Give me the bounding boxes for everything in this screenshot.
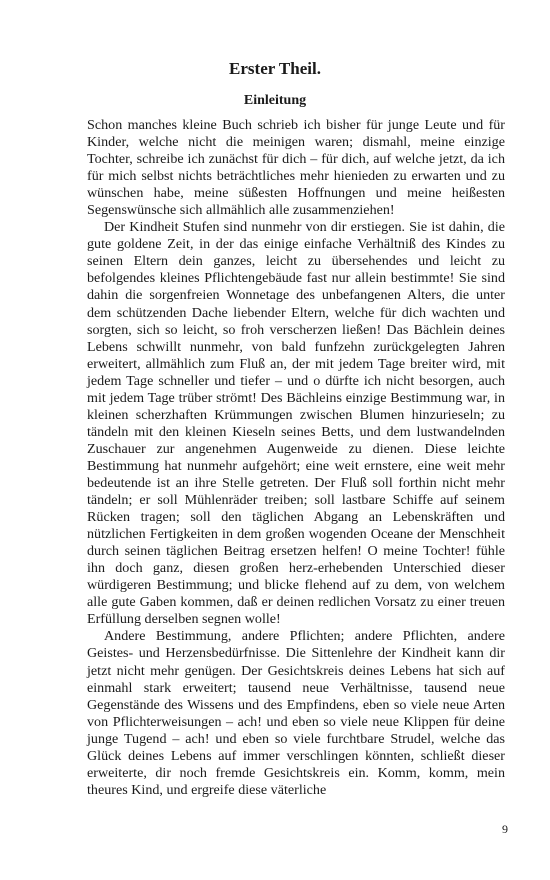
chapter-title: Erster Theil. [229,59,321,78]
section-title: Einleitung [243,93,307,108]
paragraph: Schon manches kleine Buch schrieb ich bisher für junge Leute und für Kinder, welche nicht die meinigen waren; dismahl, meine einzige Tochter, schreibe ich zunächst für dich – für dich, auf welche jetzt, da ich für mich selbst nichts beträchtliches mehr hienieden zu erwarten und zu wünschen habe, meine süßesten Hoffnungen und meine heißesten Segenswünsche sich allmählich alle zusammenziehen! [87,117,505,219]
paragraph: Andere Bestimmung, andere Pflichten; andere Pflichten, andere Geistes- und Herzensbedürfnisse. Die Sittenlehre der Kindheit kann dir jetzt nicht mehr genügen. Der Gesichtskreis deines Lebens hat sich auf einmahl stark erweitert; tausend neue Verhältnisse, tausend neue Gegenstände des Wissens und des Empfindens, eben so viele neue Arten von Pflichterweisungen – ach! und eben so viele neue Klippen für deine junge Tugend – ach! und eben so viele furchtbare Strudel, welche das Glück deines Lebens auf immer verschlingen könnten, schließt dieser erweiterte, dir noch fremde Gesichtskreis ein. Komm, komm, mein theures Kind, und ergreife diese väterliche [87,628,505,798]
paragraph: Der Kindheit Stufen sind nunmehr von dir erstiegen. Sie ist dahin, die gute goldene Zeit, in der das einige einfache Verhältniß des Kindes zu seinen Eltern dein ganzes, leicht zu übersehendes und leicht zu befolgendes kleines Pflichtengebäude fast nur allein bestimmte! Sie sind dahin die sorgenfreien Wonnetage des unbefangenen Alters, die unter dem schützenden Dache liebender Eltern, welche für dich wachten und sorgten, sich so leicht, so froh verscherzen ließen! Das Bächlein deines Lebens schwillt nunmehr, von bald funfzehn zurückgelegten Jahren erweitert, allmählich zum Fluß an, der mit jedem Tage breiter wird, mit jedem Tage schneller und tiefer – und o dürfte ich nicht besorgen, auch mit jedem Tage trüber strömt! Des Bächleins einzige Bestimmung war, in kleinen scherzhaften Krümmungen zwischen Blumen hinzurieseln; zu tändeln mit den kleinen Kieseln seines Betts, und dem lustwandelnden Zuschauer zur angenehmen Augenweide zu dienen. Diese leichte Bestimmung hat nunmehr aufgehört; eine weit ernstere, eine weit mehr bedeutende ist an ihre Stelle getreten. Der Fluß soll forthin nicht mehr tändeln; er soll Mühlenräder treiben; soll lastbare Schiffe auf seinem Rücken tragen; soll den täglichen Abgang an Lebenskräften und nützlichen Fertigkeiten in dem großen wogenden Oceane der Menschheit durch seinen täglichen Beitrag ersetzen helfen! O meine Tochter! fühle ihn doch ganz, diesen großen herz-erhebenden Unterschied dieser würdigeren Bestimmung; und blicke flehend auf zu dem, von welchem alle gute Gaben kommen, daß er deinen redlichen Vorsatz zu einer treuen Erfüllung derselben segnen wolle! [87,219,505,628]
body-text [87,117,505,799]
page-number: 9 [502,822,508,836]
